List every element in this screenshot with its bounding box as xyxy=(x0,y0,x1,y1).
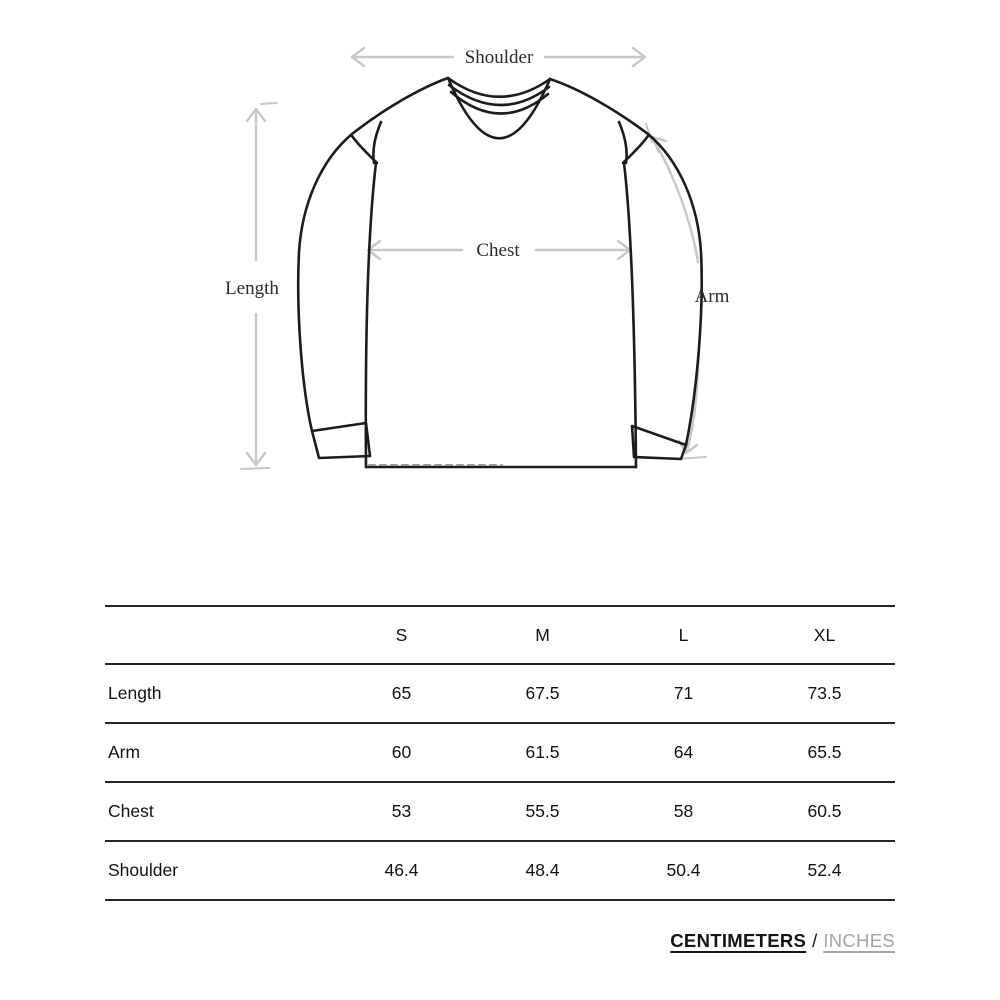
right-shoulder-line xyxy=(550,79,648,134)
unit-toggle xyxy=(105,929,895,953)
length-label: Length xyxy=(225,278,279,299)
row-label-length: Length xyxy=(108,683,162,703)
column-header-m: M xyxy=(535,624,550,645)
shirt-drawing xyxy=(298,78,701,467)
shoulder-s: 46.4 xyxy=(384,860,419,880)
shoulder-m: 48.4 xyxy=(525,860,560,880)
length-m: 67.5 xyxy=(525,683,560,703)
chest-l: 58 xyxy=(673,801,694,821)
arm-l: 64 xyxy=(673,742,694,762)
collar xyxy=(448,78,550,138)
right-sleeve-cap xyxy=(619,122,627,163)
table-row-arm xyxy=(105,724,895,783)
column-header-s: S xyxy=(395,624,408,645)
unit-inches-link[interactable]: INCHES xyxy=(823,930,895,951)
shoulder-xl: 52.4 xyxy=(807,860,842,880)
left-sleeve-cap xyxy=(373,122,381,163)
length-s: 65 xyxy=(391,683,412,703)
row-label-arm: Arm xyxy=(108,742,141,762)
left-shoulder-line xyxy=(352,78,448,134)
column-header-l: L xyxy=(678,624,689,645)
left-sleeve-outer xyxy=(298,134,352,431)
unit-centimeters-link[interactable]: CENTIMETERS xyxy=(670,930,807,951)
left-cuff xyxy=(312,423,370,458)
table-row-chest xyxy=(105,783,895,842)
arm-m: 61.5 xyxy=(525,742,560,762)
arm-s: 60 xyxy=(391,742,412,762)
left-body-edge xyxy=(366,163,376,467)
table-header-row xyxy=(105,607,895,665)
shoulder-label: Shoulder xyxy=(464,47,534,68)
arm-label: Arm xyxy=(694,286,730,307)
length-xl: 73.5 xyxy=(807,683,842,703)
right-body-edge xyxy=(624,163,636,467)
row-label-shoulder: Shoulder xyxy=(108,860,179,880)
chest-s: 53 xyxy=(391,801,412,821)
chest-m: 55.5 xyxy=(525,801,560,821)
size-table xyxy=(105,605,895,901)
column-header-xl: XL xyxy=(813,624,836,645)
chest-xl: 60.5 xyxy=(807,801,842,821)
unit-separator: / xyxy=(812,930,818,951)
shoulder-l: 50.4 xyxy=(666,860,701,880)
row-label-chest: Chest xyxy=(108,801,154,821)
length-l: 71 xyxy=(673,683,694,703)
right-cuff xyxy=(632,426,686,459)
table-row-shoulder xyxy=(105,842,895,901)
chest-label: Chest xyxy=(476,240,520,261)
arm-xl: 65.5 xyxy=(807,742,842,762)
table-row-length xyxy=(105,665,895,724)
